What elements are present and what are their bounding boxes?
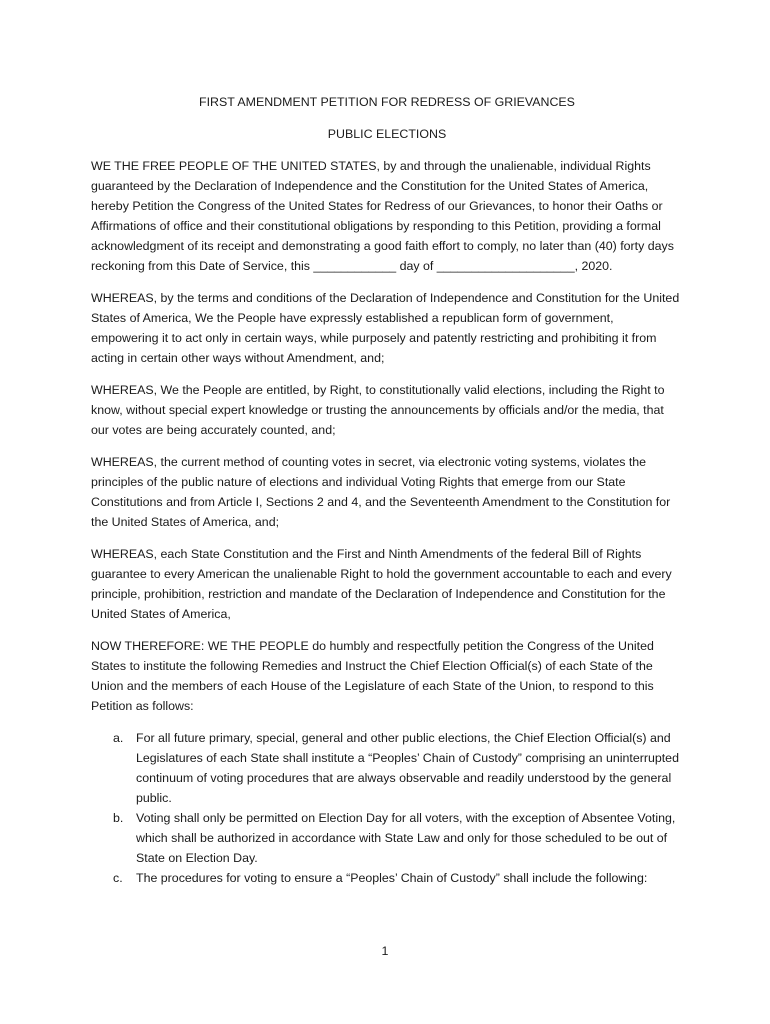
whereas-paragraph-1: WHEREAS, by the terms and conditions of the Declaration of Independence and Constitution for the United States of America, We the People have expressly established a republican form of government, empowering it to act only in certain ways, while purposely and patently restricting and prohibiting it from acting in certain other ways without Amendment, and; (91, 291, 680, 365)
preamble-paragraph: WE THE FREE PEOPLE OF THE UNITED STATES, by and through the unalienable, individual Rights guaranteed by the Declaration of Independence and the Constitution for the United States of America, hereby Petition the Congress of the United States for Redress of our Grievances, to honor their Oaths or Affirmations of office and their constitutional obligations by responding to this Petition, providing a formal acknowledgment of its receipt and demonstrating a good faith effort to comply, no later than (40) forty days reckoning from this Date of Service, this ____________ day of ____________________, 2020. (91, 159, 674, 273)
list-item (91, 728, 683, 808)
whereas-paragraph-2: WHEREAS, We the People are entitled, by Right, to constitutionally valid elections, including the Right to know, without special expert knowledge or trusting the announcements by officials and/or the media, that our votes are being accurately counted, and; (91, 383, 665, 437)
list-item (91, 808, 683, 868)
list-item (91, 868, 683, 888)
list-item-text: For all future primary, special, general and other public elections, the Chief Election Official(s) and Legislatures of each State shall institute a “Peoples’ Chain of Custody” comprising an uninterrupted continuum of voting procedures that are always observable and readily understood by the general public. (136, 731, 679, 805)
now-therefore-paragraph: NOW THEREFORE: WE THE PEOPLE do humbly and respectfully petition the Congress of the United States to institute the following Remedies and Instruct the Chief Election Official(s) of each State of the Union and the members of each House of the Legislature of each State of the Union, to respond to this Petition as follows: (91, 639, 654, 713)
document-page (91, 90, 683, 888)
whereas-paragraph-3: WHEREAS, the current method of counting votes in secret, via electronic voting systems, violates the principles of the public nature of elections and individual Voting Rights that emerge from our State Constitutions and from Article I, Sections 2 and 4, and the Seventeenth Amendment to the Constitution for the United States of America, and; (91, 455, 671, 529)
list-marker: b. (113, 811, 124, 825)
document-subtitle: PUBLIC ELECTIONS (327, 127, 447, 141)
list-marker: c. (113, 871, 123, 885)
whereas-paragraph-4: WHEREAS, each State Constitution and the First and Ninth Amendments of the federal Bill of Rights guarantee to every American the unalienable Right to hold the government accountable to each and every principle, prohibition, restriction and mandate of the Declaration of Independence and Constitution for the United States of America, (91, 547, 672, 621)
list-item-text: The procedures for voting to ensure a “Peoples’ Chain of Custody” shall include the following: (136, 871, 648, 885)
list-marker: a. (113, 731, 124, 745)
remedies-list (91, 728, 683, 888)
list-item-text: Voting shall only be permitted on Election Day for all voters, with the exception of Absentee Voting, which shall be authorized in accordance with State Law and only for those scheduled to be out of State on Election Day. (136, 811, 676, 865)
page-number: 1 (381, 944, 389, 958)
document-title: FIRST AMENDMENT PETITION FOR REDRESS OF GRIEVANCES (199, 95, 575, 109)
